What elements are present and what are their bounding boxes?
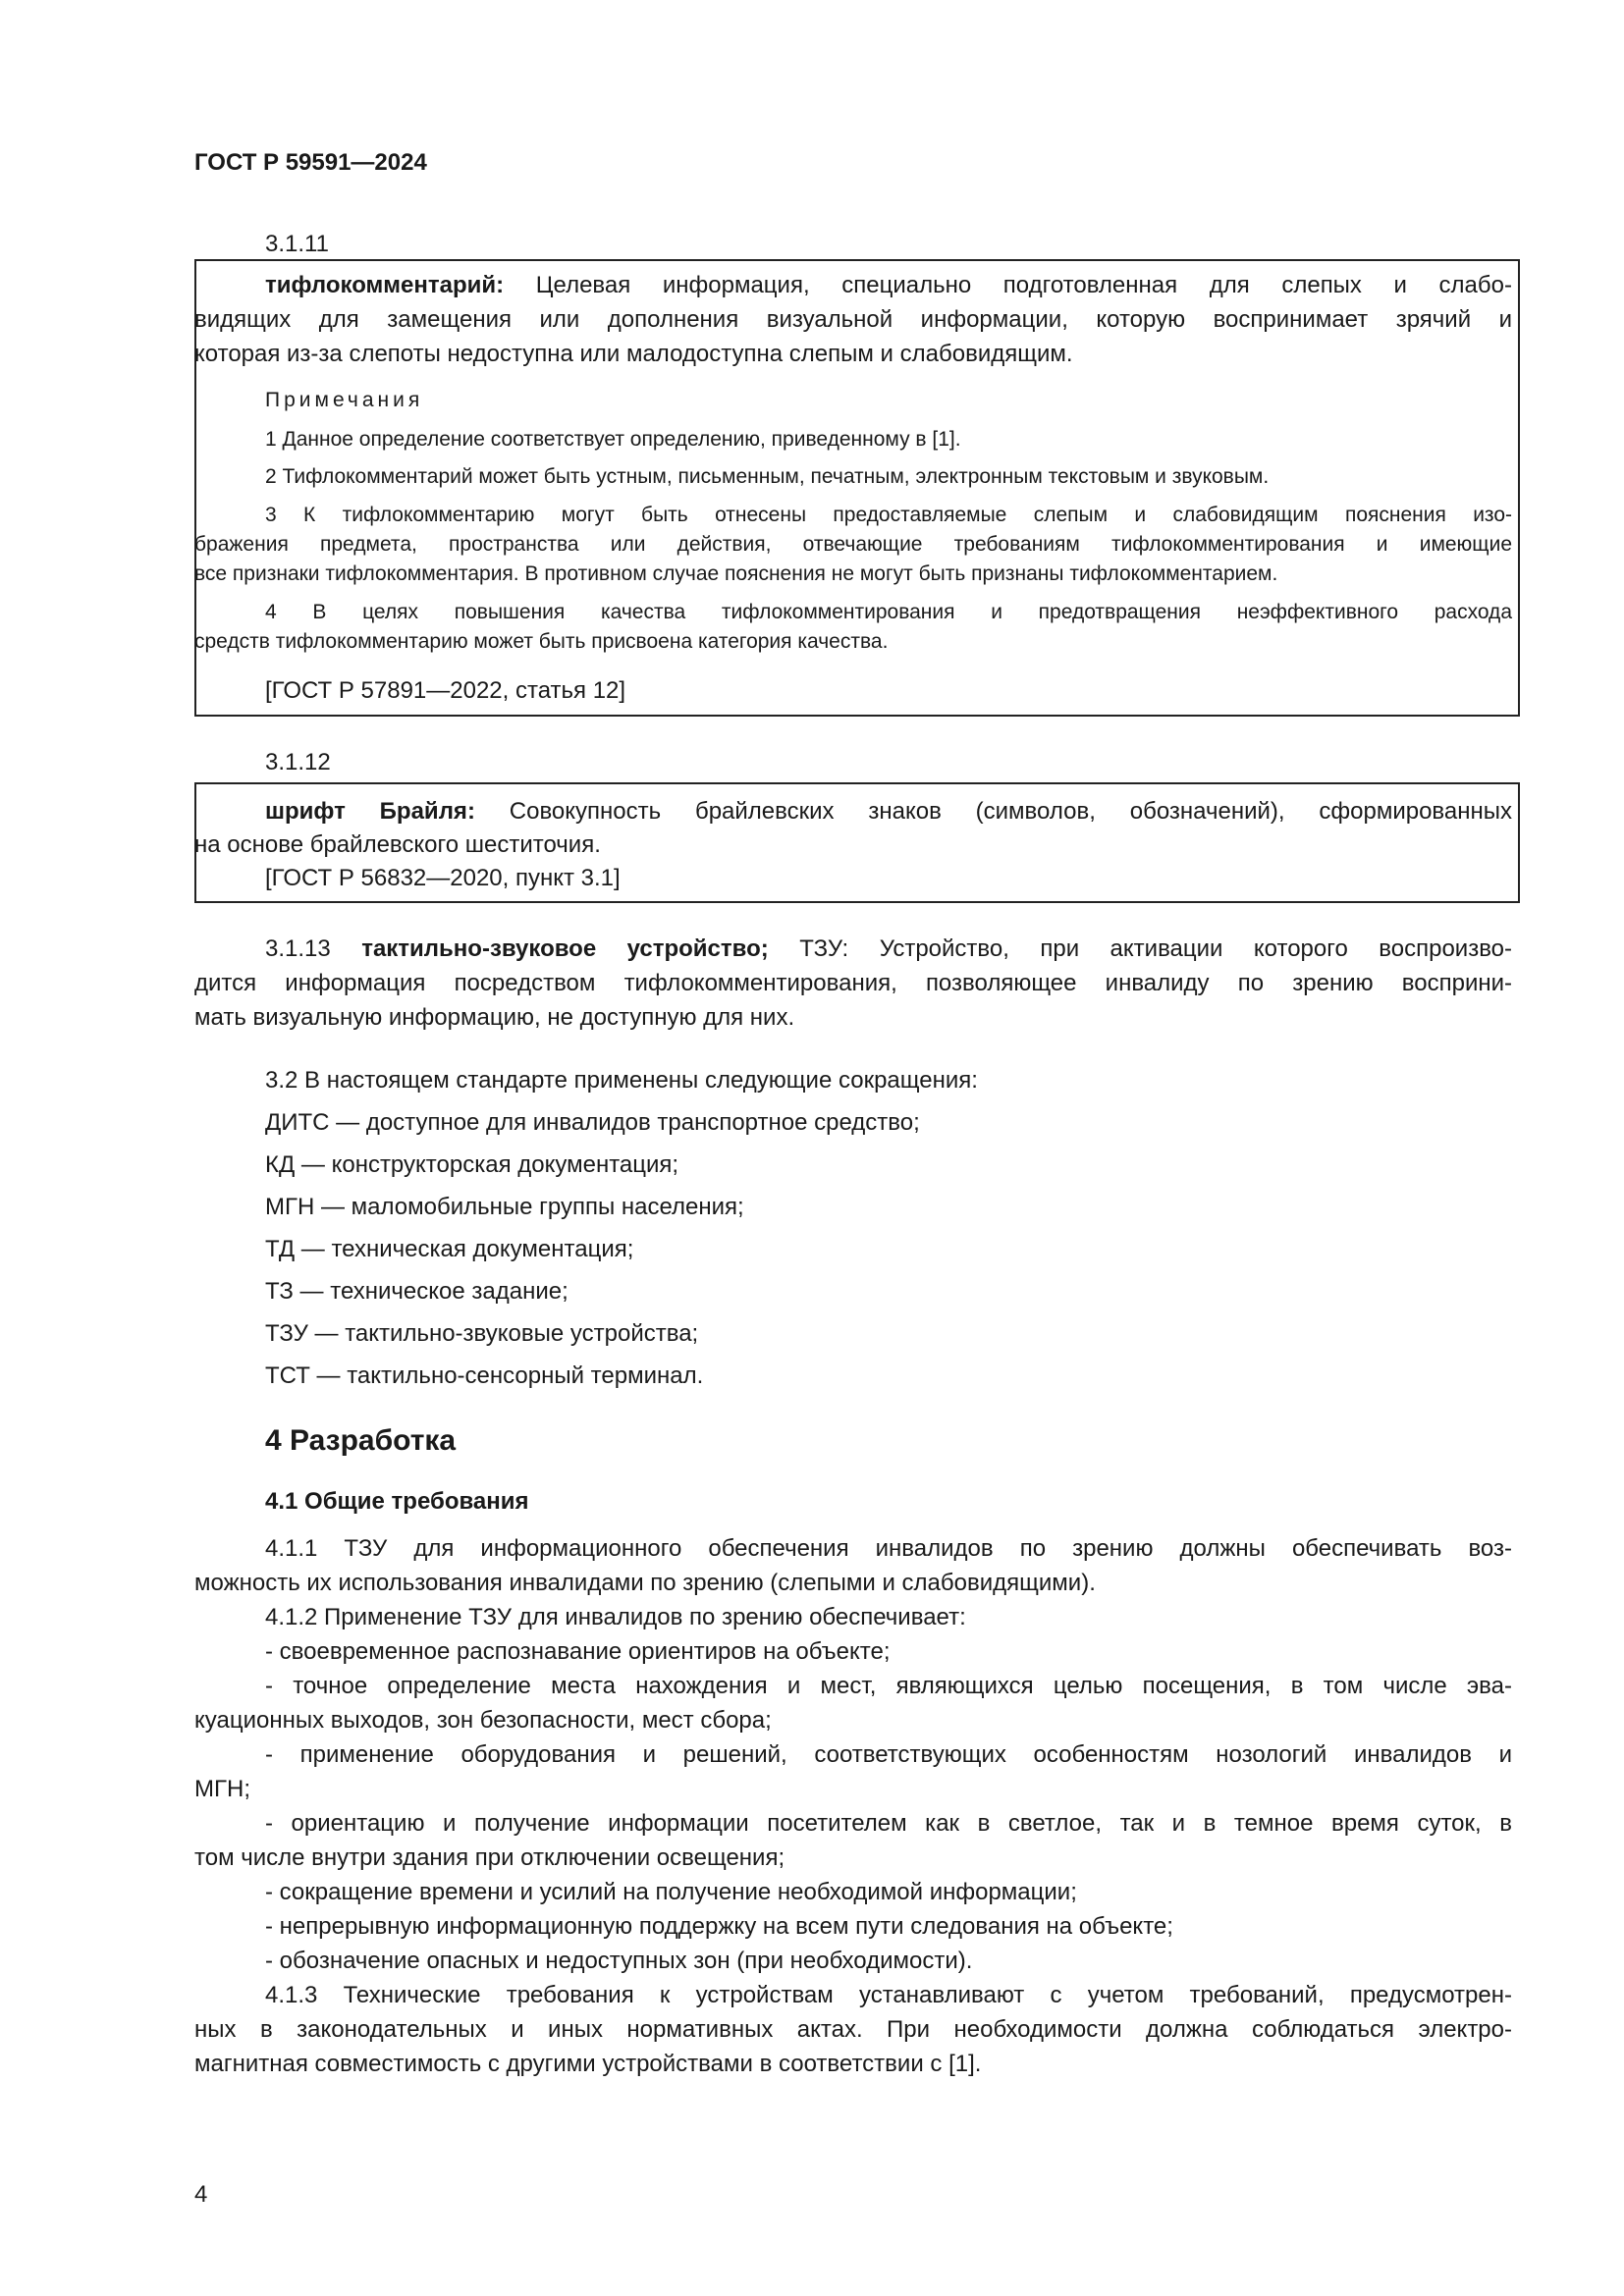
definition-line: мать визуальную информацию, не доступную для них.	[194, 1004, 795, 1031]
abbreviation-item: МГН — маломобильные группы населения;	[265, 1194, 744, 1220]
page-number: 4	[194, 2181, 208, 2208]
abbreviation-item: КД — конструкторская документация;	[265, 1151, 679, 1178]
definition-line: тифлокомментарий: Целевая информация, специально подготовленная для слепых и слабо-	[265, 272, 1512, 298]
list-item: - применение оборудования и решений, соответствующих особенностям нозологий инвалидов и	[265, 1741, 1512, 1768]
term-source: [ГОСТ Р 56832—2020, пункт 3.1]	[265, 865, 621, 891]
term-source: [ГОСТ Р 57891—2022, статья 12]	[265, 677, 626, 704]
list-item: - ориентацию и получение информации посетителем как в светлое, так и в темное время суток, в	[265, 1810, 1512, 1837]
note-1: 1 Данное определение соответствует определению, приведенному в [1].	[265, 428, 961, 451]
term-3-1-13: 3.1.13 тактильно-звуковое устройство; ТЗУ: Устройство, при активации которого воспроизво-	[265, 935, 1513, 962]
list-item-cont: куационных выходов, зон безопасности, мест сбора;	[194, 1707, 772, 1734]
paragraph-4-1-3-cont: ных в законодательных и иных нормативных актах. При необходимости должна соблюдаться электро-	[194, 2016, 1512, 2043]
paragraph-4-1-1: 4.1.1 ТЗУ для информационного обеспечения инвалидов по зрению должны обеспечивать воз-	[265, 1535, 1512, 1562]
abbreviation-item: ТД — техническая документация;	[265, 1236, 634, 1262]
paragraph-4-1-1-cont: можность их использования инвалидами по зрению (слепыми и слабовидящими).	[194, 1570, 1096, 1596]
definition-line: которая из-за слепоты недоступна или малодоступна слепым и слабовидящим.	[194, 341, 1073, 367]
definition-line: на основе брайлевского шеститочия.	[194, 831, 601, 858]
paragraph-4-1-2: 4.1.2 Применение ТЗУ для инвалидов по зрению обеспечивает:	[265, 1604, 966, 1630]
note-3: 3 К тифлокомментарию могут быть отнесены предоставляемые слепым и слабовидящим пояснения изо-	[265, 504, 1512, 526]
term-name: тактильно-звуковое устройство;	[361, 935, 769, 962]
list-item: - сокращение времени и усилий на получение необходимой информации;	[265, 1879, 1077, 1905]
abbreviation-item: ДИТС — доступное для инвалидов транспортное средство;	[265, 1109, 920, 1136]
list-item: - обозначение опасных и недоступных зон (при необходимости).	[265, 1948, 973, 1974]
note-4-cont: средств тифлокомментарию может быть присвоена категория качества.	[194, 630, 889, 653]
list-item: - точное определение места нахождения и мест, являющихся целью посещения, в том числе эва-	[265, 1673, 1512, 1699]
paragraph-4-1-3-cont: магнитная совместимость с другими устройствами в соответствии с [1].	[194, 2051, 982, 2077]
section-title: 4 Разработка	[265, 1424, 457, 1457]
definition-line: шрифт Брайля: Совокупность брайлевских знаков (символов, обозначений), сформированных	[265, 798, 1513, 825]
note-4: 4 В целях повышения качества тифлокомментирования и предотвращения неэффективного расхода	[265, 601, 1512, 623]
list-item-cont: том числе внутри здания при отключении освещения;	[194, 1844, 785, 1871]
term-number-3-1-11: 3.1.11	[265, 231, 329, 257]
definition-line: дится информация посредством тифлокомментирования, позволяющее инвалиду по зрению восприни-	[194, 970, 1512, 996]
note-3-cont: все признаки тифлокомментария. В противном случае пояснения не могут быть признаны тифлокомментарием.	[194, 562, 1278, 585]
abbreviation-item: ТСТ — тактильно-сенсорный терминал.	[265, 1362, 704, 1389]
term-name: шрифт Брайля:	[265, 798, 475, 825]
subsection-title: 4.1 Общие требования	[265, 1488, 529, 1515]
abbreviations-intro: 3.2 В настоящем стандарте применены следующие сокращения:	[265, 1067, 978, 1094]
abbreviation-item: ТЗУ — тактильно-звуковые устройства;	[265, 1320, 699, 1347]
term-number-3-1-12: 3.1.12	[265, 749, 331, 775]
document-header: ГОСТ Р 59591—2024	[194, 149, 427, 176]
note-2: 2 Тифлокомментарий может быть устным, письменным, печатным, электронным текстовым и звуковым.	[265, 465, 1270, 488]
list-item-cont: МГН;	[194, 1776, 250, 1802]
definition-line: видящих для замещения или дополнения визуальной информации, которую воспринимает зрячий и	[194, 306, 1512, 333]
paragraph-4-1-3: 4.1.3 Технические требования к устройствам устанавливают с учетом требований, предусмотрен-	[265, 1982, 1512, 2008]
list-item: - непрерывную информационную поддержку на всем пути следования на объекте;	[265, 1913, 1173, 1940]
note-3-cont: бражения предмета, пространства или действия, отвечающие требованиям тифлокомментирования и имеющие	[194, 533, 1512, 556]
abbreviation-item: ТЗ — техническое задание;	[265, 1278, 568, 1305]
list-item: - своевременное распознавание ориентиров на объекте;	[265, 1638, 891, 1665]
notes-title: Примечания	[265, 389, 424, 411]
term-name: тифлокомментарий:	[265, 272, 505, 298]
